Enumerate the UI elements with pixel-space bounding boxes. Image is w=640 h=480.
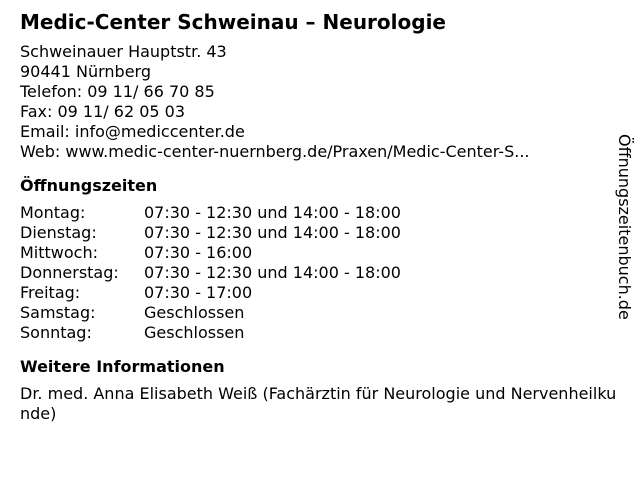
hours-row [20, 223, 610, 243]
hours-time: 07:30 - 12:30 und 14:00 - 18:00 [144, 203, 401, 222]
info-text: Dr. med. Anna Elisabeth Weiß (Fachärztin für Neurologie und Nervenheilkunde) [20, 384, 617, 423]
hours-row [20, 303, 610, 323]
hours-time: 07:30 - 12:30 und 14:00 - 18:00 [144, 263, 401, 282]
hours-time: 07:30 - 16:00 [144, 243, 253, 262]
hours-day: Freitag: [20, 283, 81, 302]
hours-time: 07:30 - 12:30 und 14:00 - 18:00 [144, 223, 401, 242]
page-title: Medic-Center Schweinau – Neurologie [20, 10, 446, 34]
hours-time: Geschlossen [144, 303, 245, 322]
watermark-side-text: Öffnungszeitenbuch.de [615, 134, 634, 320]
hours-row [20, 283, 610, 303]
hours-day: Samstag: [20, 303, 96, 322]
info-heading: Weitere Informationen [20, 357, 225, 376]
fax-line: Fax: 09 11/ 62 05 03 [20, 102, 186, 121]
hours-day: Montag: [20, 203, 86, 222]
hours-row [20, 263, 610, 283]
hours-time: Geschlossen [144, 323, 245, 342]
hours-day: Sonntag: [20, 323, 92, 342]
hours-list [20, 203, 610, 343]
hours-row [20, 203, 610, 223]
address-street: Schweinauer Hauptstr. 43 [20, 42, 227, 61]
address-city: 90441 Nürnberg [20, 62, 151, 81]
hours-row [20, 323, 610, 343]
hours-time: 07:30 - 17:00 [144, 283, 253, 302]
phone-line: Telefon: 09 11/ 66 70 85 [20, 82, 215, 101]
email-line: Email: info@mediccenter.de [20, 122, 245, 141]
hours-row [20, 243, 610, 263]
content [20, 10, 617, 424]
hours-day: Mittwoch: [20, 243, 98, 262]
hours-heading: Öffnungszeiten [20, 176, 158, 195]
hours-day: Donnerstag: [20, 263, 119, 282]
web-line: Web: www.medic-center-nuernberg.de/Praxen/Medic-Center-S... [20, 142, 530, 161]
hours-day: Dienstag: [20, 223, 97, 242]
